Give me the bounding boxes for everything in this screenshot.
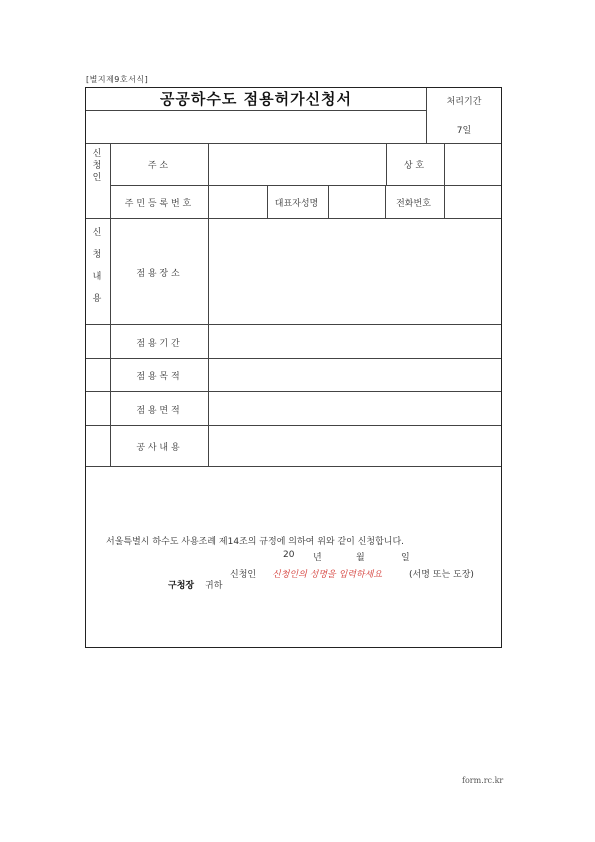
- representative-label: 대표자성명: [274, 199, 319, 209]
- row-line: [86, 425, 501, 426]
- period-label: 점 용 기 간: [136, 339, 180, 349]
- row-line: [86, 466, 501, 467]
- address-label: 주 소: [147, 161, 169, 171]
- cell-divider: [444, 143, 445, 218]
- processing-period-label: 처리기간: [446, 97, 482, 107]
- row-line: [86, 324, 501, 325]
- row-line: [86, 391, 501, 392]
- form-number: [별지제9호서식]: [86, 75, 149, 84]
- applicant-name-input[interactable]: 신청인의 성명을 입력하세요: [272, 570, 383, 580]
- date-day-label: 일: [401, 553, 410, 563]
- date-month-label: 월: [356, 553, 365, 563]
- date-year-label: 년: [313, 553, 322, 563]
- cell-divider: [328, 185, 329, 218]
- phone-label: 전화번호: [396, 199, 431, 209]
- area-label: 점 용 면 적: [136, 406, 180, 416]
- form-title: 공공하수도 점용허가신청서: [159, 90, 353, 108]
- row-line: [110, 185, 501, 186]
- footer-source: form.rc.kr: [462, 776, 504, 785]
- date-year-prefix: 20: [283, 550, 295, 560]
- recipient-title: 구청장: [168, 581, 195, 591]
- purpose-label: 점 용 목 적: [136, 372, 180, 382]
- work-label: 공 사 내 용: [136, 443, 180, 453]
- row-line: [86, 218, 501, 219]
- label-divider: [208, 143, 209, 466]
- declaration-statement: 서울특별시 하수도 사용조례 제14조의 규정에 의하여 위와 같이 신청합니다.: [106, 537, 405, 547]
- row-line: [86, 358, 501, 359]
- business-name-label: 상 호: [403, 161, 425, 171]
- applicant-section-label: 신 청 인: [92, 149, 102, 183]
- application-section-label: 신 청 내 용: [92, 228, 102, 304]
- row-line: [86, 143, 501, 144]
- signature-note: (서명 또는 도장): [409, 570, 474, 580]
- resident-number-label: 주 민 등 록 번 호: [124, 199, 192, 209]
- processing-period-value: 7일: [456, 126, 472, 136]
- section-divider: [110, 143, 111, 466]
- title-bottom-line: [86, 110, 426, 111]
- location-label: 점 용 장 소: [136, 269, 180, 279]
- recipient-suffix: 귀하: [205, 581, 223, 591]
- applicant-label: 신청인: [230, 570, 257, 580]
- application-form: [85, 87, 502, 648]
